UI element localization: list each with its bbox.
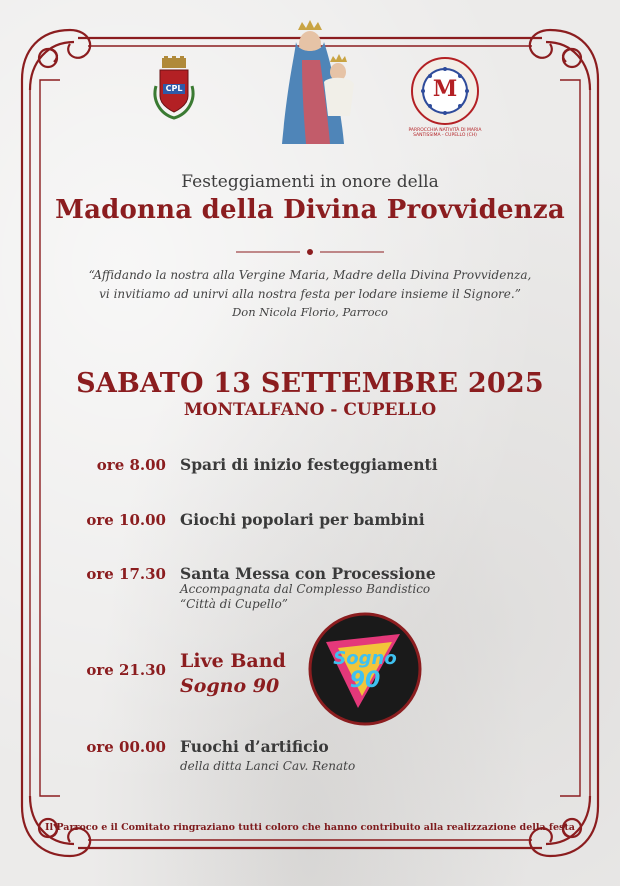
program-event: Live Band (180, 650, 286, 672)
crest-text: CPL (165, 84, 183, 93)
event-title: Madonna della Divina Provvidenza (55, 195, 565, 225)
logo-number: 90 (349, 668, 381, 693)
program-event: Giochi popolari per bambini (180, 510, 425, 529)
footer-thanks: Il Parroco e il Comitato ringraziano tutti coloro che hanno contribuito alla realizzazione della festa (45, 822, 575, 833)
madonna-statue-icon (258, 20, 368, 144)
program-event: Spari di inizio festeggiamenti (180, 455, 438, 474)
program-time: ore 17.30 (86, 565, 166, 583)
quote-signature: Don Nicola Florio, Parroco (232, 305, 388, 319)
program-subtitle: della ditta Lanci Cav. Renato (180, 759, 356, 773)
program-event: Fuochi d’artificio (180, 737, 329, 756)
program-subtitle: Accompagnata dal Complesso Bandistico (180, 582, 431, 596)
program-event-band-name: Sogno 90 (180, 675, 280, 697)
event-date: SABATO 13 SETTEMBRE 2025 (76, 368, 544, 399)
intro-line: Festeggiamenti in onore della (181, 172, 439, 192)
event-place: MONTALFANO - CUPELLO (183, 400, 437, 420)
logo-word: Sogno (333, 648, 397, 669)
quote-line-1: “Affidando la nostra alla Vergine Maria, Madre della Divina Provvidenza, (88, 268, 532, 282)
quote-line-2: vi invitiamo ad unirvi alla nostra festa per lodare insieme il Signore.” (99, 287, 521, 301)
program-event: Santa Messa con Processione (180, 564, 436, 583)
program-time: ore 21.30 (86, 661, 166, 679)
badge-monogram: M (432, 76, 458, 102)
badge-text: PARROCCHIA NATIVITÀ DI MARIA SANTISSIMA - CUPELLO (CH) (408, 128, 482, 138)
title-divider (236, 250, 384, 255)
program-time: ore 00.00 (86, 738, 166, 756)
program-time: ore 8.00 (96, 456, 166, 474)
quote-block (0, 266, 620, 304)
program-subtitle: “Città di Cupello” (180, 597, 288, 611)
program-time: ore 10.00 (86, 511, 166, 529)
